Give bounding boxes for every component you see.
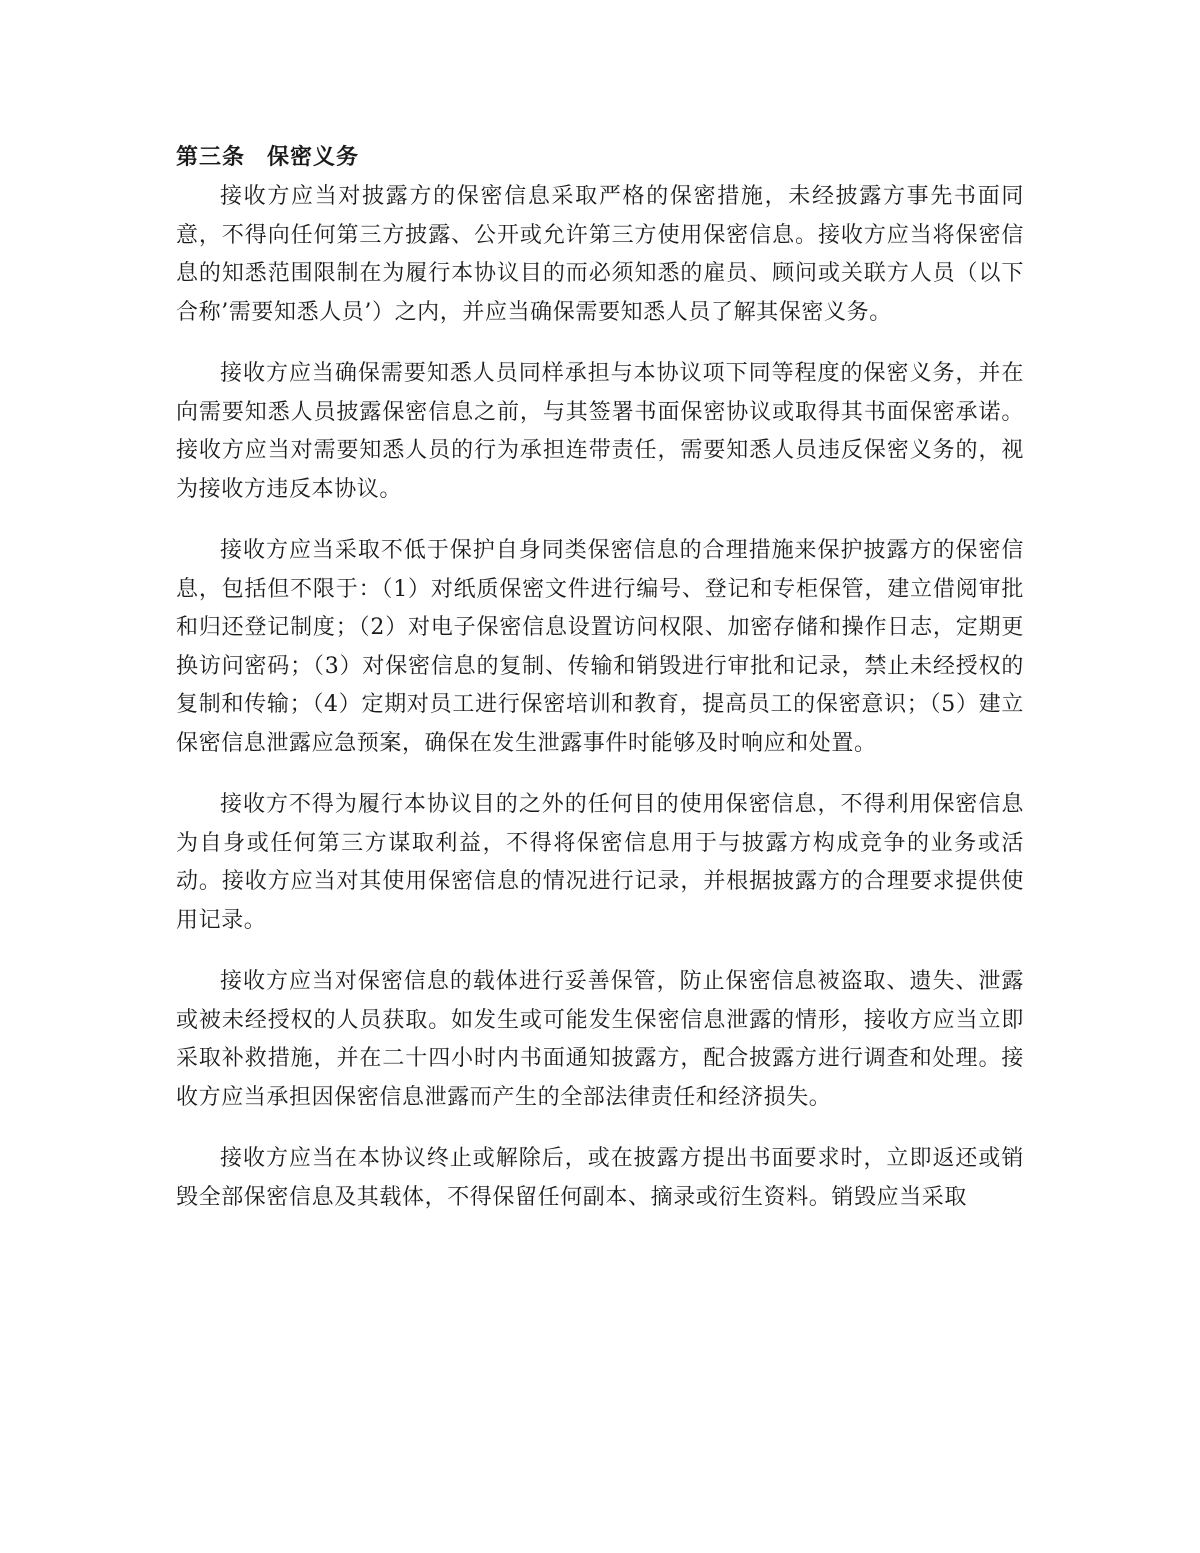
paragraph-4: 接收方不得为履行本协议目的之外的任何目的使用保密信息，不得利用保密信息为自身或任何第三方谋取利益，不得将保密信息用于与披露方构成竞争的业务或活动。接收方应当对其使用保密信息的情况进行记录，并根据披露方的合理要求提供使用记录。: [176, 792, 1024, 933]
document-body: [176, 140, 1024, 1240]
article-number: 第三条: [176, 145, 246, 170]
paragraph-6: 接收方应当在本协议终止或解除后，或在披露方提出书面要求时，立即返还或销毁全部保密信息及其载体，不得保留任何副本、摘录或衍生资料。销毁应当采取: [176, 1146, 1024, 1210]
article-title: 保密义务: [267, 145, 360, 170]
paragraph-3: 接收方应当采取不低于保护自身同类保密信息的合理措施来保护披露方的保密信息，包括但不限于：（1）对纸质保密文件进行编号、登记和专柜保管，建立借阅审批和归还登记制度；（2）对电子保密信息设置访问权限、加密存储和操作日志，定期更换访问密码；（3）对保密信息的复制、传输和销毁进行审批和记录，禁止未经授权的复制和传输；（4）定期对员工进行保密培训和教育，提高员工的保密意识；（5）建立保密信息泄露应急预案，确保在发生泄露事件时能够及时响应和处置。: [176, 538, 1024, 756]
paragraph-5: 接收方应当对保密信息的载体进行妥善保管，防止保密信息被盗取、遗失、泄露或被未经授权的人员获取。如发生或可能发生保密信息泄露的情形，接收方应当立即采取补救措施，并在二十四小时内书面通知披露方，配合披露方进行调查和处理。接收方应当承担因保密信息泄露而产生的全部法律责任和经济损失。: [176, 969, 1024, 1110]
paragraph-1: 接收方应当对披露方的保密信息采取严格的保密措施，未经披露方事先书面同意，不得向任何第三方披露、公开或允许第三方使用保密信息。接收方应当将保密信息的知悉范围限制在为履行本协议目的而必须知悉的雇员、顾问或关联方人员（以下合称’需要知悉人员’）之内，并应当确保需要知悉人员了解其保密义务。: [176, 184, 1024, 325]
paragraph-2: 接收方应当确保需要知悉人员同样承担与本协议项下同等程度的保密义务，并在向需要知悉人员披露保密信息之前，与其签署书面保密协议或取得其书面保密承诺。接收方应当对需要知悉人员的行为承担连带责任，需要知悉人员违反保密义务的，视为接收方违反本协议。: [176, 361, 1024, 502]
article-heading: [176, 140, 1024, 176]
